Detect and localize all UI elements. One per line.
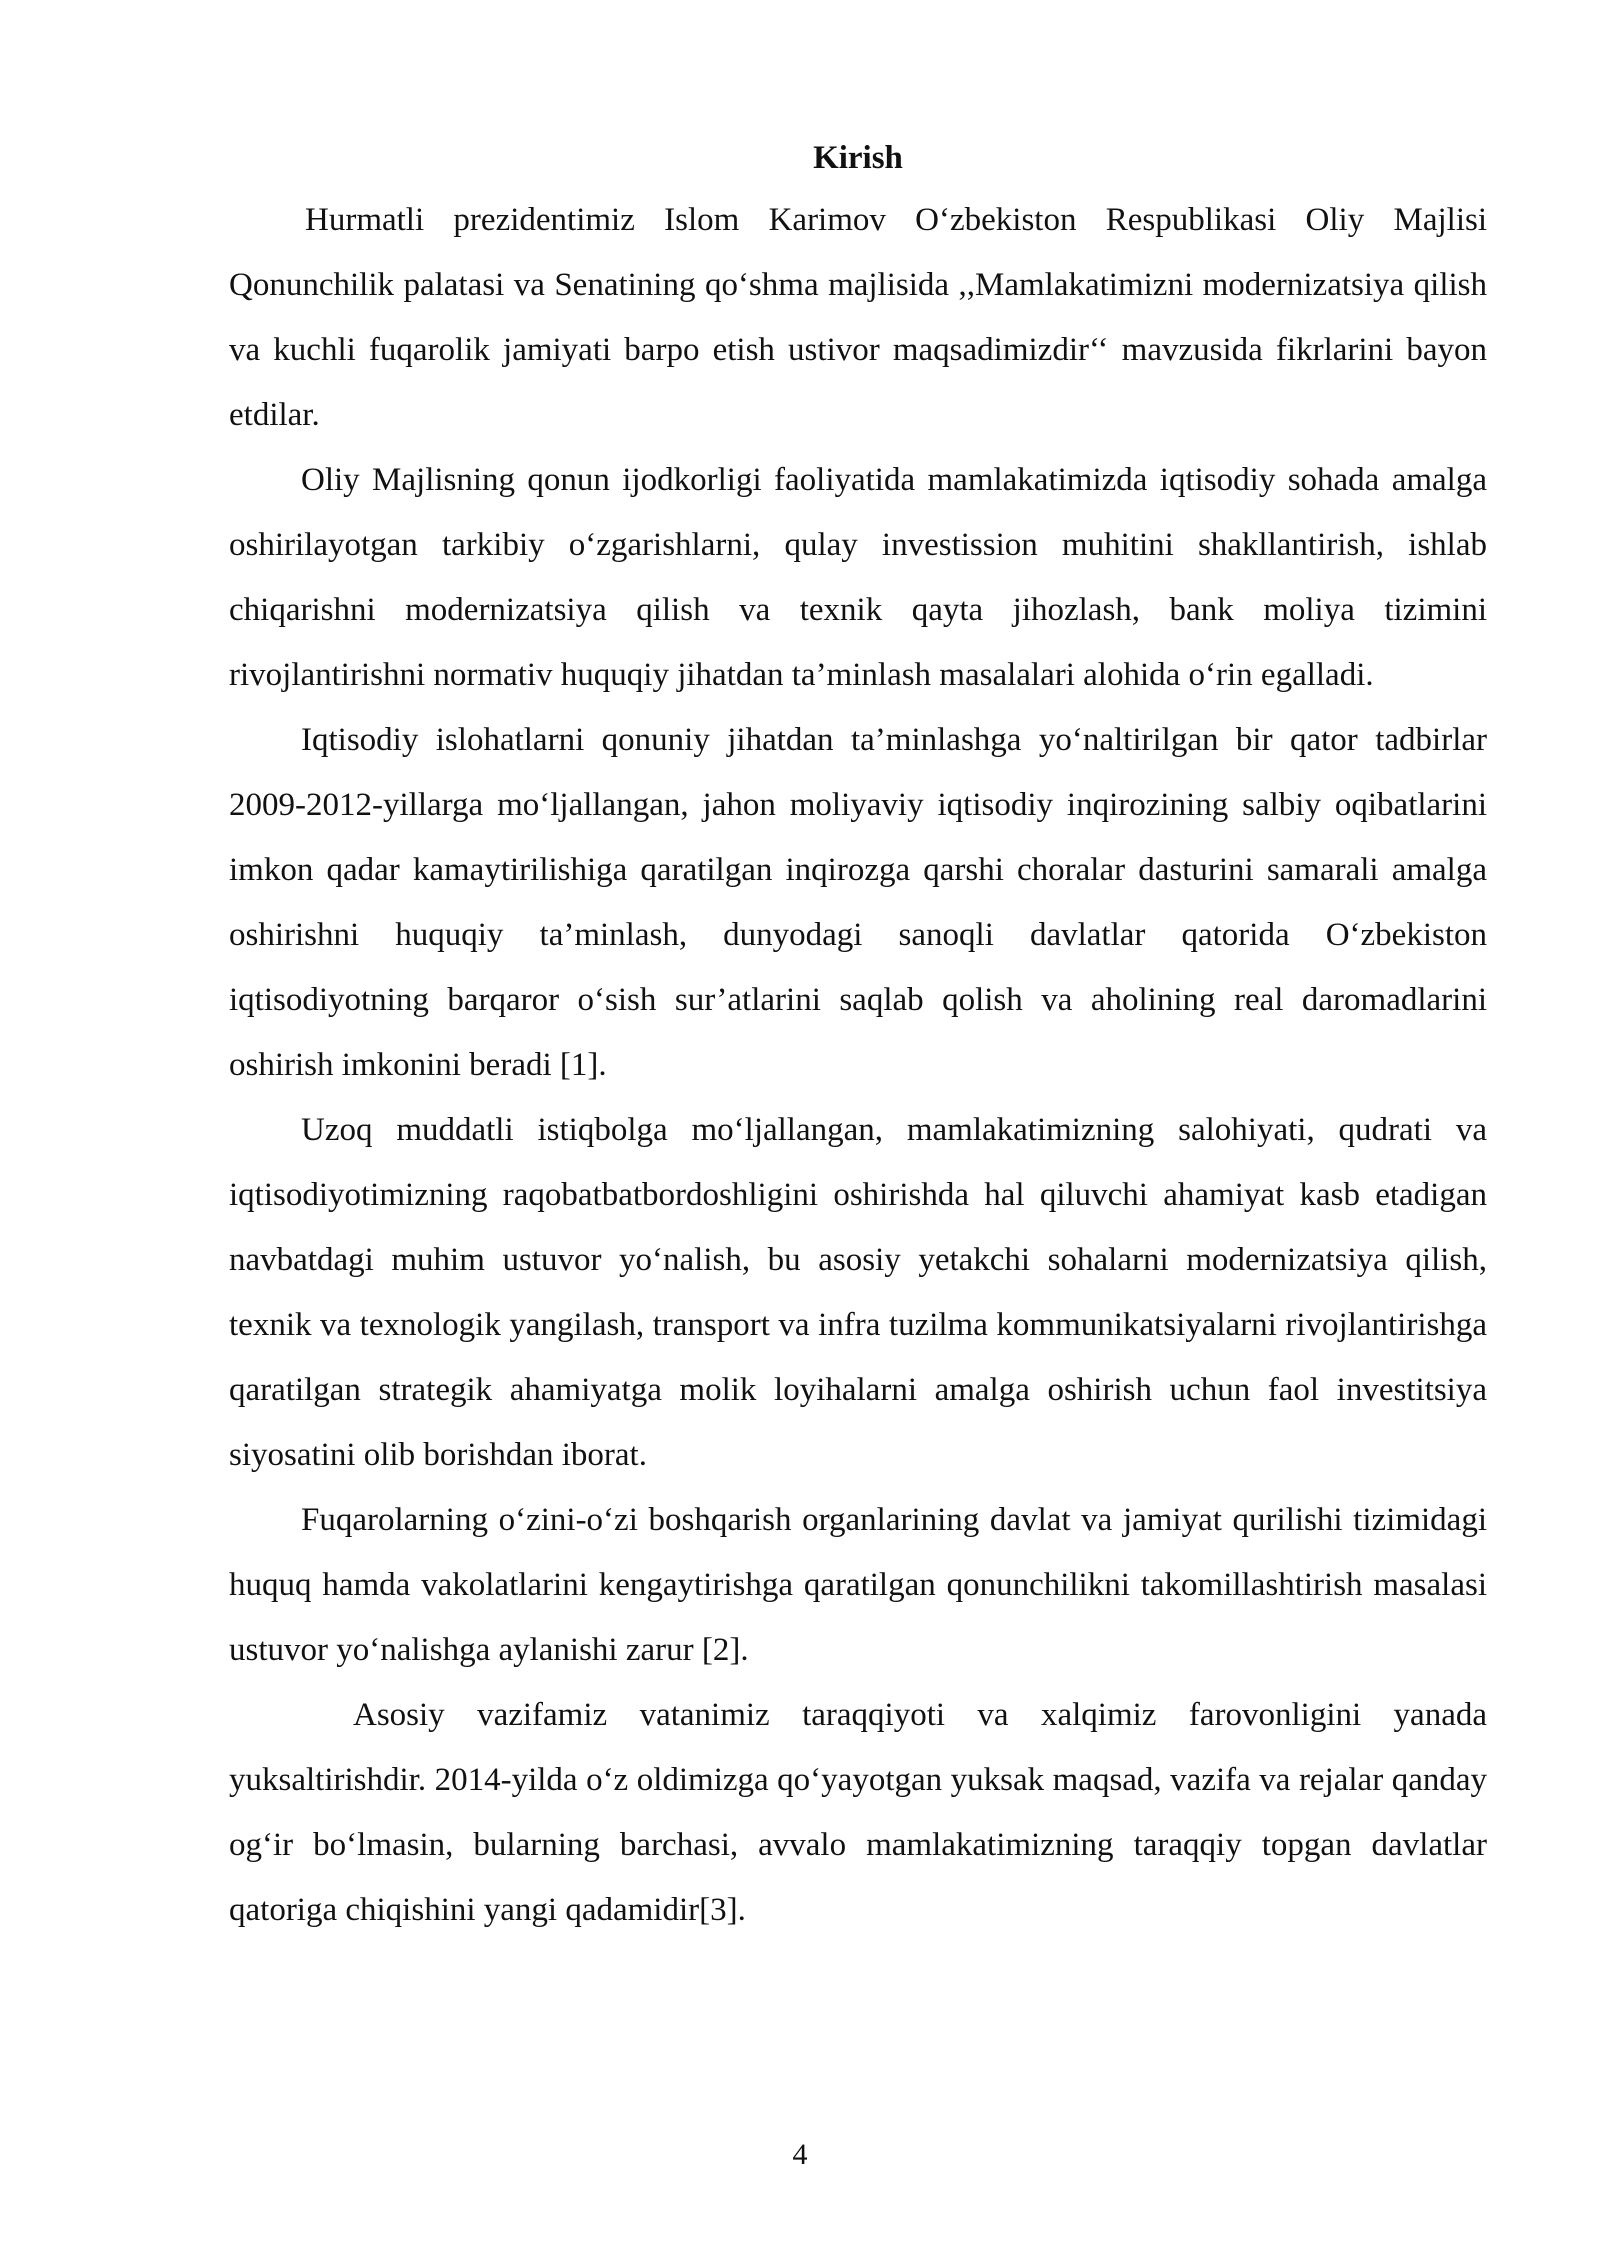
paragraph-legislation: Oliy Majlisning qonun ijodkorligi faoliyatida mamlakatimizda iqtisodiy sohada amalga oshirilayotgan tarkibiy o‘zgarishlarni, qulay investission muhitini shakllantirish, ishlab chiqarishni modernizatsiya qilish va texnik qayta jihozlash, bank moliya tizimini rivojlantirishni normativ huquqiy jihatdan ta’minlash masalalari alohida o‘rin egalladi. — [229, 462, 1487, 693]
page-body — [229, 128, 1487, 1943]
paragraph-main-task: Asosiy vazifamiz vatanimiz taraqqiyoti va xalqimiz farovonligini yanada yuksaltirishdir. 2014-yilda o‘z oldimizga qo‘yayotgan yuksak maqsad, vazifa va rejalar qanday og‘ir bo‘lmasin, bularning barchasi, avvalo mamlakatimizning taraqqiy topgan davlatlar qatoriga chiqishini yangi qadamidir[3]. — [229, 1697, 1487, 1928]
page-title: Kirish — [813, 140, 903, 176]
paragraph-long-term-strategy: Uzoq muddatli istiqbolga mo‘ljallangan, mamlakatimizning salohiyati, qudrati va iqtisodiyotimizning raqobatbatbordoshligini oshirishda hal qiluvchi ahamiyat kasb etadigan navbatdagi muhim ustuvor yo‘nalish, bu asosiy yetakchi sohalarni modernizatsiya qilish, texnik va texnologik yangilash, transport va infra tuzilma kommunikatsiyalarni rivojlantirishga qaratilgan strategik ahamiyatga molik loyihalarni amalga oshirish uchun faol investitsiya siyosatini olib borishdan iborat. — [229, 1112, 1487, 1473]
paragraph-self-government: Fuqarolarning o‘zini-o‘zi boshqarish organlarining davlat va jamiyat qurilishi tizimidagi huquq hamda vakolatlarini kengaytirishga qaratilgan qonunchilikni takomillashtirish masalasi ustuvor yo‘nalishga aylanishi zarur [2]. — [229, 1502, 1487, 1668]
paragraph-intro: Hurmatli prezidentimiz Islom Karimov O‘zbekiston Respublikasi Oliy Majlisi Qonunchilik palatasi va Senatining qo‘shma majlisida ,,Mamlakatimizni modernizatsiya qilish va kuchli fuqarolik jamiyati barpo etish ustivor maqsadimizdir‘‘ mavzusida fikrlarini bayon etdilar. — [229, 202, 1487, 433]
page-number: 4 — [792, 2138, 808, 2171]
paragraph-economic-reforms: Iqtisodiy islohatlarni qonuniy jihatdan ta’minlashga yo‘naltirilgan bir qator tadbirlar 2009-2012-yillarga mo‘ljallangan, jahon moliyaviy iqtisodiy inqirozining salbiy oqibatlarini imkon qadar kamaytirilishiga qaratilgan inqirozga qarshi choralar dasturini samarali amalga oshirishni huquqiy ta’minlash, dunyodagi sanoqli davlatlar qatorida O‘zbekiston iqtisodiyotning barqaror o‘sish sur’atlarini saqlab qolish va aholining real daromadlarini oshirish imkonini beradi [1]. — [229, 722, 1487, 1083]
